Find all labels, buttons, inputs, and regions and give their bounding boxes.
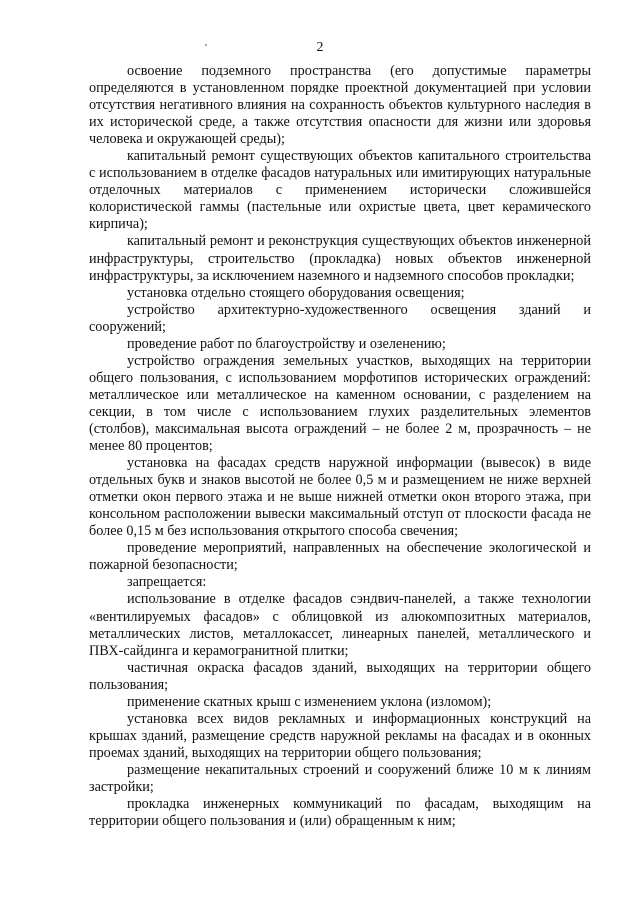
paragraph: частичная окраска фасадов зданий, выходящих на территории общего пользования; [89, 659, 591, 693]
paragraph: устройство ограждения земельных участков, выходящих на территории общего пользования, с использованием морфотипов исторических ограждений: металлическое или металлическое на каменном основании, с разделением на секции, в том числе с использованием глухих разделительных элементов (столбов), максимальная высота ограждений – не более 2 м, прозрачность – не менее 80 процентов; [89, 352, 591, 455]
paragraph: капитальный ремонт существующих объектов капитального строительства с использованием в отделке фасадов натуральных или имитирующих натуральные отделочных материалов с применением исторически сложившейся колористической гаммы (пастельные или охристые цвета, цвет керамического кирпича); [89, 148, 591, 233]
paragraph: установка всех видов рекламных и информационных конструкций на крышах зданий, размещение средств наружной рекламы на фасадах и в оконных проемах зданий, выходящих на территории общего пользования; [89, 710, 591, 761]
paragraph: использование в отделке фасадов сэндвич-панелей, а также технологии «вентилируемых фасадов» с облицовкой из алюкомпозитных материалов, металлических листов, металлокассет, линеарных панелей, металлического и ПВХ-сайдинга и керамогранитной плитки; [89, 591, 591, 659]
paragraph: освоение подземного пространства (его допустимые параметры определяются в установленном порядке проектной документацией при условии отсутствия негативного влияния на сохранность объектов культурного наследия в их исторической среде, а также отсутствия опасности для жизни или здоровья человека и окружающей среды); [89, 63, 591, 148]
scan-speck [205, 44, 207, 46]
section-heading-prohibited: запрещается: [127, 574, 207, 591]
document-body [89, 63, 591, 830]
paragraph: прокладка инженерных коммуникаций по фасадам, выходящим на территории общего пользования и (или) обращенным к ним; [89, 796, 591, 830]
paragraph: размещение некапитальных строений и сооружений ближе 10 м к линиям застройки; [89, 761, 591, 795]
paragraph: установка на фасадах средств наружной информации (вывесок) в виде отдельных букв и знаков высотой не более 0,5 м и размещением не ниже верхней отметки окон первого этажа и не выше нижней отметки окон второго этажа, при консольном расположении вывески максимальный отступ от плоскости фасада не более 0,15 м без использования открытого способа свечения; [89, 455, 591, 540]
paragraph: установка отдельно стоящего оборудования освещения; [127, 284, 465, 301]
page-number: 2 [316, 40, 324, 55]
paragraph: устройство архитектурно-художественного освещения зданий и сооружений; [89, 301, 591, 335]
paragraph: капитальный ремонт и реконструкция существующих объектов инженерной инфраструктуры, строительство (прокладка) новых объектов инженерной инфраструктуры, за исключением наземного и надземного способов прокладки; [89, 233, 591, 284]
paragraph: применение скатных крыш с изменением уклона (изломом); [127, 693, 492, 710]
paragraph: проведение работ по благоустройству и озеленению; [127, 335, 446, 352]
paragraph: проведение мероприятий, направленных на обеспечение экологической и пожарной безопасности; [89, 540, 591, 574]
